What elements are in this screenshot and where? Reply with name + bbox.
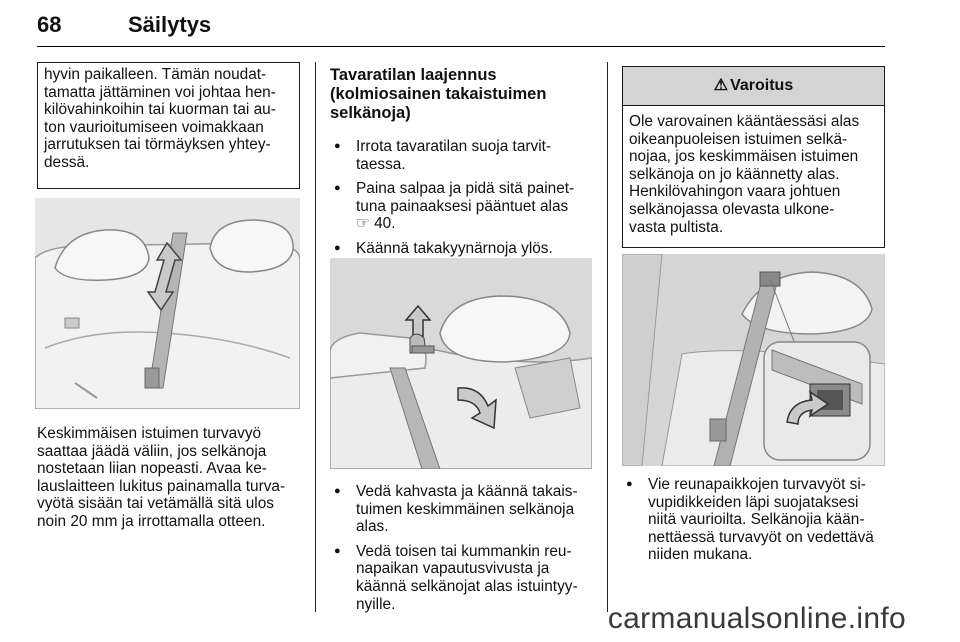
warning-box — [622, 66, 885, 248]
list-item — [330, 240, 598, 258]
paragraph-line: saattaa jäädä väliin, jos selkänoja — [37, 442, 267, 460]
warning-line: selkänoja on jo käännetty alas. — [629, 165, 840, 183]
page-number: 68 — [37, 12, 62, 37]
list-line: nettäessä turvavyöt on vedettävä — [648, 528, 874, 546]
list-line: nyille. — [356, 595, 396, 613]
list-line: tuimen keskimmäinen selkänoja — [356, 500, 575, 518]
list-line: ● Vie reunapaikkojen turvavyöt si- — [648, 476, 866, 493]
column-divider — [607, 62, 608, 612]
steps-list-top — [330, 138, 598, 265]
list-item — [330, 138, 598, 173]
boxed-line: kilövahinkoihin tai kuorman tai au- — [44, 101, 276, 119]
list-line: ● Vedä kahvasta ja käännä takais- — [356, 483, 578, 500]
list-item — [622, 476, 890, 564]
list-line: ● Käännä takakyynärnoja ylös. — [356, 239, 553, 257]
paragraph-line: lauslaitteen lukitus painamalla turva- — [37, 477, 286, 495]
belt-steps-list — [622, 476, 890, 571]
list-line: vupidikkeiden läpi suojataksesi — [648, 493, 859, 511]
column-divider — [315, 62, 316, 612]
paragraph-line: Keskimmäisen istuimen turvavyö — [37, 425, 262, 442]
watermark: carmanualsonline.info — [607, 602, 906, 635]
list-line: niitä vaurioilta. Selkänojia kään- — [648, 511, 865, 529]
list-line: ● Vedä toisen tai kummankin reu- — [356, 542, 572, 560]
warning-line: oikeanpuoleisen istuimen selkä- — [629, 130, 848, 148]
list-item — [330, 180, 598, 233]
boxed-line: dessä. — [44, 153, 90, 171]
boxed-line: tamatta jättäminen voi johtaa hen- — [44, 83, 276, 101]
warning-line: selkänojassa olevasta ulkone- — [629, 200, 835, 218]
warning-line: Ole varovainen kääntäessäsi alas — [629, 113, 860, 130]
heading-line: (kolmiosainen takaistuimen — [330, 85, 547, 103]
list-line: alas. — [356, 518, 389, 536]
list-line: taessa. — [356, 155, 406, 173]
list-line: niiden mukana. — [648, 546, 753, 564]
belt-guide-illustration — [622, 254, 885, 466]
belt-paragraph — [37, 425, 300, 531]
list-line: tuna painaaksesi pääntuet alas — [356, 197, 569, 215]
boxed-line: ton vaurioitumiseen voimakkaan — [44, 118, 264, 136]
page-reference[interactable]: ☞ 40. — [356, 215, 396, 233]
heading-line: Tavaratilan laajennus — [330, 66, 497, 84]
seatbelt-illustration — [35, 198, 300, 409]
warning-line: Henkilövahingon vaara johtuen — [629, 183, 841, 201]
list-line: ● Irrota tavaratilan suoja tarvit- — [356, 138, 552, 155]
warning-title: Varoitus — [730, 77, 794, 95]
warning-header — [623, 67, 884, 106]
headrest-illustration — [330, 258, 592, 469]
chapter-title: Säilytys — [128, 12, 212, 37]
list-line: napaikan vapautusvivusta ja — [356, 560, 550, 578]
list-item — [330, 543, 598, 613]
warning-line: vasta pultista. — [629, 218, 724, 236]
list-line: käännä selkänojat alas istuintyy- — [356, 577, 578, 595]
paragraph-line: nostetaan liian nopeasti. Avaa ke- — [37, 460, 267, 478]
paragraph-line: vyötä sisään tai vetämällä sitä ulos — [37, 495, 274, 513]
page-header — [37, 6, 885, 47]
list-item — [330, 483, 598, 536]
heading-line: selkänoja) — [330, 104, 411, 122]
boxed-line: jarrutuksen tai törmäyksen yhtey- — [44, 136, 271, 154]
continued-warning-box — [37, 62, 300, 189]
warning-triangle-icon: ⚠ — [713, 77, 729, 95]
section-heading — [330, 66, 595, 123]
paragraph-line: noin 20 mm ja irrottamalla otteen. — [37, 512, 266, 530]
steps-list-bottom — [330, 483, 598, 620]
warning-line: nojaa, jos keskimmäisen istuimen — [629, 148, 859, 166]
list-line: ● Paina salpaa ja pidä sitä painet- — [356, 180, 575, 198]
boxed-line: hyvin paikalleen. Tämän noudat- — [44, 66, 267, 83]
